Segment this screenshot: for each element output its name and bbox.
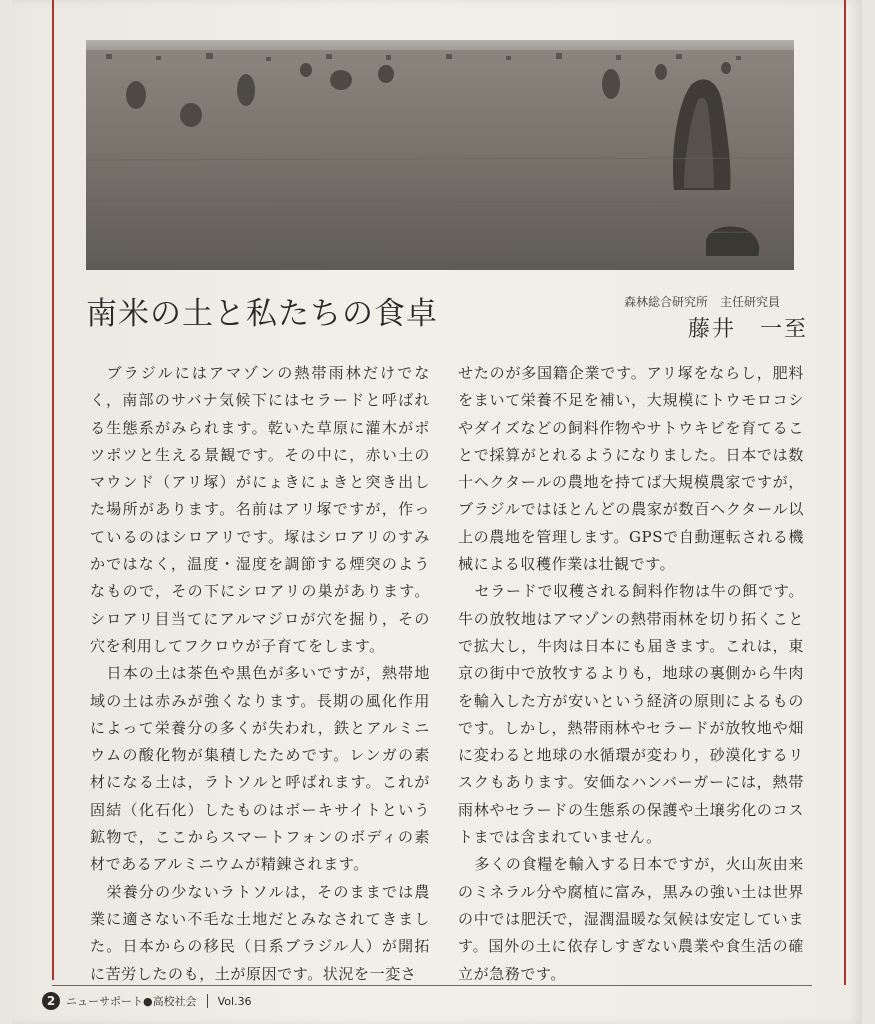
body-column-right <box>458 360 804 988</box>
right-margin-rule <box>844 0 846 985</box>
volume-label: Vol.36 <box>217 994 252 1008</box>
page-footer <box>42 992 252 1010</box>
author-name: 藤井 一至 <box>688 317 809 342</box>
author-affiliation: 森林総合研究所 主任研究員 <box>624 295 781 309</box>
paragraph: セラードで収穫される飼料作物は牛の餌です。牛の放牧地はアマゾンの熱帯雨林を切り拓くことで拡大し，牛肉は日本にも届きます。これは，東京の街中で放牧するよりも，地球の裏側から牛肉を輸入した方が安いという経済の原則によるものです。しかし，熱帯雨林やセラードが放牧地や畑に変わると地球の水循環が変わり，砂漠化するリスクもあります。安価なハンバーガーには，熱帯雨林やセラードの生態系の保護や土壌劣化のコストまでは含まれていません。 <box>458 582 804 847</box>
termite-mound-photo <box>86 40 794 270</box>
publication-name: ニューサポート●高校社会 <box>66 995 197 1008</box>
page-number-badge: 2 <box>42 992 60 1010</box>
body-column-left <box>90 360 430 988</box>
paragraph: ブラジルにはアマゾンの熱帯雨林だけでなく，南部のサバナ気候下にはセラードと呼ばれる生態系がみられます。乾いた草原に灌木がポツポツと生える景観です。その中に，赤い土のマウンド（アリ塚）がにょきにょきと突き出した場所があります。名前はアリ塚ですが，作っているのはシロアリです。塚はシロアリのすみかではなく，温度・湿度を調節する煙突のようなもので，その下にシロアリの巣があります。シロアリ目当てにアルマジロが穴を掘り，その穴を利用してフクロウが子育てをします。 <box>90 364 430 655</box>
paragraph: 多くの食糧を輸入する日本ですが，火山灰由来のミネラル分や腐植に富み，黒みの強い土は世界の中では肥沃で，湿潤温暖な気候は安定しています。国外の土に依存しすぎない農業や食生活の確立が急務です。 <box>458 855 804 983</box>
paragraph: 日本の土は茶色や黒色が多いですが，熱帯地域の土は赤みが強くなります。長期の風化作用によって栄養分の多くが失われ，鉄とアルミニウムの酸化物が集積したためです。レンガの素材になる土は，ラトソルと呼ばれます。これが固結（化石化）したものはボーキサイトという鉱物で，ここからスマートフォンのボディの素材であるアルミニウムが精錬されます。 <box>90 664 430 874</box>
footer-separator <box>207 994 208 1008</box>
savanna-photo-illustration <box>86 40 794 270</box>
left-margin-rule <box>52 0 54 980</box>
article-title: 南米の土と私たちの食卓 <box>86 296 438 332</box>
paragraph-continuation: せたのが多国籍企業です。アリ塚をならし，肥料をまいて栄養不足を補い，大規模にトウモロコシやダイズなどの飼料作物やサトウキビを育てることで採算がとれるようになりました。日本では数十ヘクタールの農地を持てば大規模農家ですが，ブラジルではほとんどの農家が数百ヘクタール以上の農地を管理します。GPSで自動運転される機械による収穫作業は壮観です。 <box>458 364 804 574</box>
magazine-page <box>12 0 862 1024</box>
paragraph: 栄養分の少ないラトソルは，そのままでは農業に適さない不毛な土地だとみなされてきました。日本からの移民（日系ブラジル人）が開拓に苦労したのも，土が原因です。状況を一変さ <box>90 882 430 983</box>
footer-rule <box>52 985 812 986</box>
